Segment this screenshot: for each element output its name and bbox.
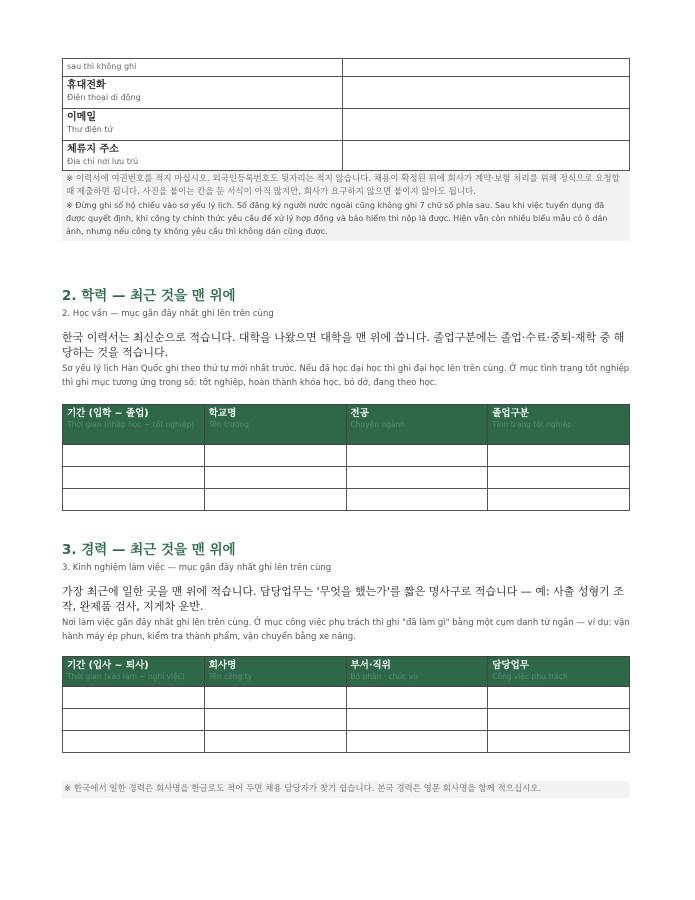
label-address: 체류지 주소 <box>67 144 119 155</box>
table-row <box>63 489 630 511</box>
cell[interactable] <box>63 445 205 467</box>
label-mobile: 휴대전화 <box>67 80 106 91</box>
table-row <box>63 687 630 709</box>
label-vi: Địa chỉ nơi lưu trú <box>67 157 139 166</box>
cell[interactable] <box>488 709 630 731</box>
cell[interactable] <box>346 731 488 753</box>
cell[interactable] <box>63 489 205 511</box>
table-row <box>63 77 630 109</box>
career-intro-ko: 가장 최근에 일한 곳을 맨 위에 적습니다. 담당업무는 '무엇을 했는가'를 짧은 명사구로 적습니다 — 예: 사출 성형기 조작, 완제품 검사, 지게차 운반. <box>62 585 624 613</box>
career-subtitle: 3. Kinh nghiệm làm việc — mục gần đây nhất ghi lên trên cùng <box>62 563 332 573</box>
cell[interactable] <box>346 687 488 709</box>
cell[interactable] <box>346 709 488 731</box>
cell[interactable] <box>346 445 488 467</box>
cell[interactable] <box>346 467 488 489</box>
value-cell[interactable] <box>343 59 630 77</box>
education-title: 2. 학력 — 최근 것을 맨 위에 <box>62 288 236 304</box>
education-table <box>62 404 630 511</box>
table-row <box>63 467 630 489</box>
label-email: 이메일 <box>67 112 96 123</box>
email-field[interactable] <box>343 109 630 141</box>
cell[interactable] <box>204 731 346 753</box>
table-row <box>63 709 630 731</box>
career-title: 3. 경력 — 최근 것을 맨 위에 <box>62 542 236 558</box>
table-row <box>63 731 630 753</box>
cell[interactable] <box>488 467 630 489</box>
career-table <box>62 656 630 753</box>
education-intro-ko: 한국 이력서는 최신순으로 적습니다. 대학을 나왔으면 대학을 맨 위에 씁니다. 졸업구분에는 졸업·수료·중퇴·재학 중 해당하는 것을 적습니다. <box>62 331 625 359</box>
education-intro-vi: Sơ yếu lý lịch Hàn Quốc ghi theo thứ tự mới nhất trước. Nếu đã học đại học thì ghi đại học lên trên cùng. Ở mục tình trạng tốt nghiệp thì ghi mục tương ứng trong số: tốt nghiệp, hoàn thành khóa học, bỏ dở, đang theo học. <box>62 364 630 388</box>
label-cell <box>63 59 343 77</box>
col-department: 부서·직위 Bộ phận · chức vụ <box>346 657 488 687</box>
table-row <box>63 141 630 171</box>
cell[interactable] <box>63 687 205 709</box>
label-vi: sau thì không ghi <box>67 62 137 71</box>
cell[interactable] <box>204 687 346 709</box>
cell[interactable] <box>204 489 346 511</box>
col-school: 학교명 Tên trường <box>204 405 346 445</box>
mobile-field[interactable] <box>343 77 630 109</box>
note-vi: ※ Đừng ghi số hộ chiếu vào sơ yếu lý lịch. Số đăng ký người nước ngoài cũng không ghi 7 chữ số phía sau. Sau khi việc tuyển dụng đã được quyết định, khi công ty chính thức yêu cầu để xử lý hợp đồng và bảo hiểm thì nộp là được. Hiện vẫn còn nhiều biểu mẫu có ô dán ảnh, nhưng nếu công ty không yêu cầu thì không dán cũng được. <box>66 201 608 236</box>
label-vi: Điện thoại di động <box>67 93 141 102</box>
cell[interactable] <box>63 709 205 731</box>
career-footnote: ※ 한국에서 일한 경력은 회사명을 한글로도 적어 두면 채용 담당자가 찾기 쉽습니다. 본국 경력은 영문 회사명을 함께 적으십시오. <box>62 781 630 798</box>
address-field[interactable] <box>343 141 630 171</box>
resume-page <box>62 58 630 798</box>
col-period: 기간 (입학 ~ 졸업) Thời gian (nhập học ~ tốt nghiệp) <box>63 405 205 445</box>
passport-note <box>62 171 630 241</box>
cell[interactable] <box>63 467 205 489</box>
note-ko: ※ 이력서에 여권번호를 적지 마십시오. 외국인등록번호도 뒷자리는 적지 않습니다. 채용이 확정된 뒤에 회사가 계약·보험 처리를 위해 정식으로 요청할 때 제출하면 됩니다. 사진을 붙이는 칸을 둔 서식이 아직 많지만, 회사가 요구하지 않으면 붙이지 않아도 됩니다. <box>66 174 620 197</box>
cell[interactable] <box>346 489 488 511</box>
col-duties: 담당업무 Công việc phụ trách <box>488 657 630 687</box>
col-company: 회사명 Tên công ty <box>204 657 346 687</box>
table-row <box>63 59 630 77</box>
table-row <box>63 109 630 141</box>
col-period: 기간 (입사 ~ 퇴사) Thời gian (vào làm ~ nghỉ việc) <box>63 657 205 687</box>
cell[interactable] <box>204 467 346 489</box>
label-cell <box>63 109 343 141</box>
career-intro-vi: Nơi làm việc gần đây nhất ghi lên trên cùng. Ở mục công việc phụ trách thì ghi "đã làm gì" bằng một cụm danh từ ngắn — ví dụ: vận hành máy ép phun, kiểm tra thành phẩm, vận chuyển bằng xe nâng. <box>62 618 630 642</box>
education-subtitle: 2. Học vấn — mục gần đây nhất ghi lên trên cùng <box>62 309 274 319</box>
label-cell <box>63 77 343 109</box>
table-row <box>63 445 630 467</box>
cell[interactable] <box>488 489 630 511</box>
cell[interactable] <box>204 709 346 731</box>
personal-info-table <box>62 58 630 171</box>
label-vi: Thư điện tử <box>67 125 113 134</box>
table-header-row <box>63 657 630 687</box>
cell[interactable] <box>488 687 630 709</box>
cell[interactable] <box>488 445 630 467</box>
cell[interactable] <box>488 731 630 753</box>
col-status: 졸업구분 Tình trạng tốt nghiệp <box>488 405 630 445</box>
col-major: 전공 Chuyên ngành <box>346 405 488 445</box>
label-cell <box>63 141 343 171</box>
table-header-row <box>63 405 630 445</box>
cell[interactable] <box>204 445 346 467</box>
cell[interactable] <box>63 731 205 753</box>
